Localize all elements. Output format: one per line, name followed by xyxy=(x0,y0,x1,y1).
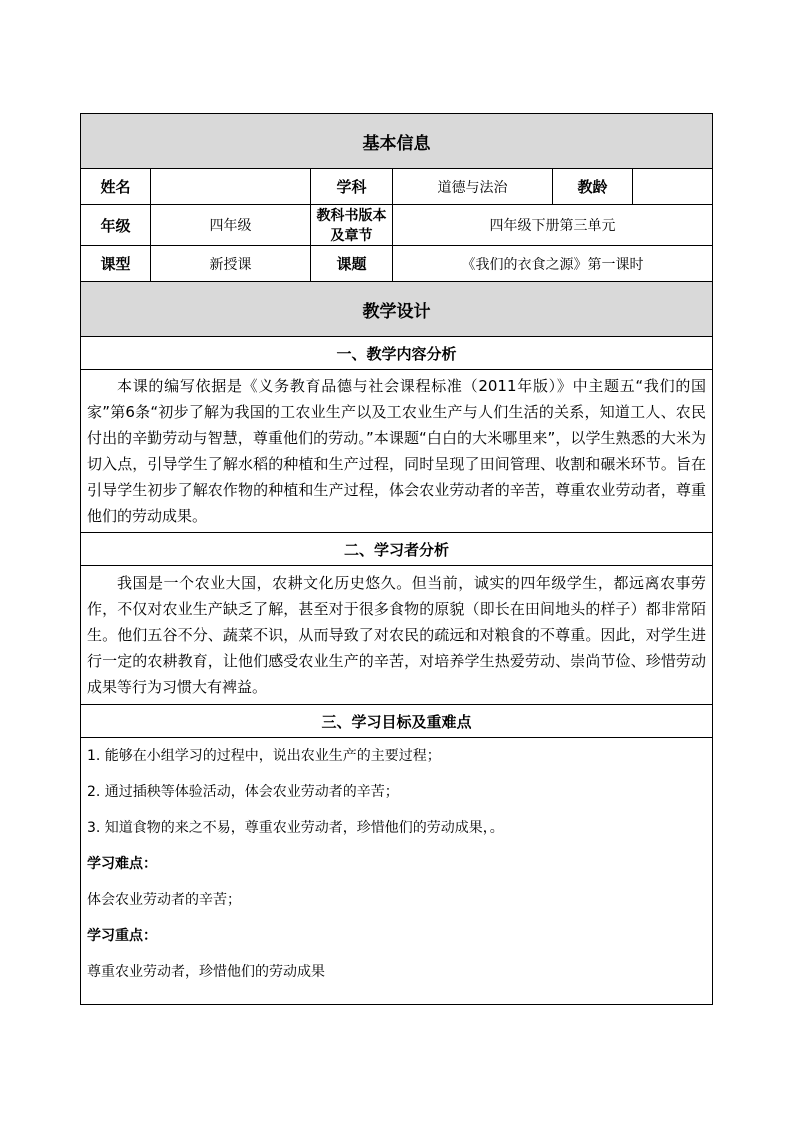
lesson-type-label: 课型 xyxy=(81,246,151,282)
content-analysis-heading: 一、教学内容分析 xyxy=(81,337,713,370)
topic-label: 课题 xyxy=(311,246,393,282)
teaching-age-label: 教龄 xyxy=(553,169,633,205)
info-row-name xyxy=(81,169,713,205)
content-analysis-text: 本课的编写依据是《义务教育品德与社会课程标准（2011年版）》中主题五“我们的国家”第6条“初步了解为我国的工农业生产以及工农业生产与人们生活的关系，知道工人、农民付出的辛勤劳动与智慧，尊重他们的劳动。”本课题“白白的大米哪里来”，以学生熟悉的大米为切入点，引导学生了解水稻的种植和生产过程，同时呈现了田间管理、收割和碾米环节。旨在引导学生初步了解农作物的种植和生产过程，体会农业劳动者的辛苦，尊重农业劳动者，尊重他们的劳动成果。 xyxy=(81,370,713,533)
grade-value: 四年级 xyxy=(151,205,311,246)
objectives-body xyxy=(81,738,713,1005)
learner-analysis-text: 我国是一个农业大国，农耕文化历史悠久。但当前，诚实的四年级学生，都远离农事劳作，不仅对农业生产缺乏了解，甚至对于很多食物的原貌（即长在田间地头的样子）都非常陌生。他们五谷不分、蔬菜不识，从而导致了对农民的疏远和对粮食的不尊重。因此，对学生进行一定的农耕教育，让他们感受农业生产的辛苦，对培养学生热爱劳动、崇尚节俭、珍惜劳动成果等行为习惯大有裨益。 xyxy=(81,566,713,705)
design-title: 教学设计 xyxy=(81,282,713,337)
objective-item: 3. 知道食物的来之不易，尊重农业劳动者，珍惜他们的劳动成果，。 xyxy=(87,820,504,836)
info-row-lesson-type xyxy=(81,246,713,282)
learner-analysis-heading: 二、学习者分析 xyxy=(81,533,713,566)
textbook-label: 教科书版本及章节 xyxy=(311,205,393,246)
info-row-grade xyxy=(81,205,713,246)
lesson-type-value: 新授课 xyxy=(151,246,311,282)
lesson-plan-table xyxy=(80,113,713,1005)
objective-item: 2. 通过插秧等体验活动，体会农业劳动者的辛苦； xyxy=(87,784,399,800)
difficulty-text: 体会农业劳动者的辛苦； xyxy=(87,892,241,908)
subject-value: 道德与法治 xyxy=(393,169,553,205)
grade-label: 年级 xyxy=(81,205,151,246)
textbook-value: 四年级下册第三单元 xyxy=(393,205,713,246)
key-point-label: 学习重点： xyxy=(87,928,157,944)
lesson-plan-document xyxy=(80,113,712,1005)
objective-item: 1. 能够在小组学习的过程中，说出农业生产的主要过程； xyxy=(87,748,441,764)
name-label: 姓名 xyxy=(81,169,151,205)
name-value[interactable] xyxy=(151,169,311,205)
subject-label: 学科 xyxy=(311,169,393,205)
key-point-text: 尊重农业劳动者，珍惜他们的劳动成果 xyxy=(87,964,325,980)
basic-info-title: 基本信息 xyxy=(81,114,713,169)
teaching-age-value[interactable] xyxy=(633,169,713,205)
topic-value: 《我们的衣食之源》第一课时 xyxy=(393,246,713,282)
difficulty-label: 学习难点： xyxy=(87,856,157,872)
objectives-heading: 三、学习目标及重难点 xyxy=(81,705,713,738)
